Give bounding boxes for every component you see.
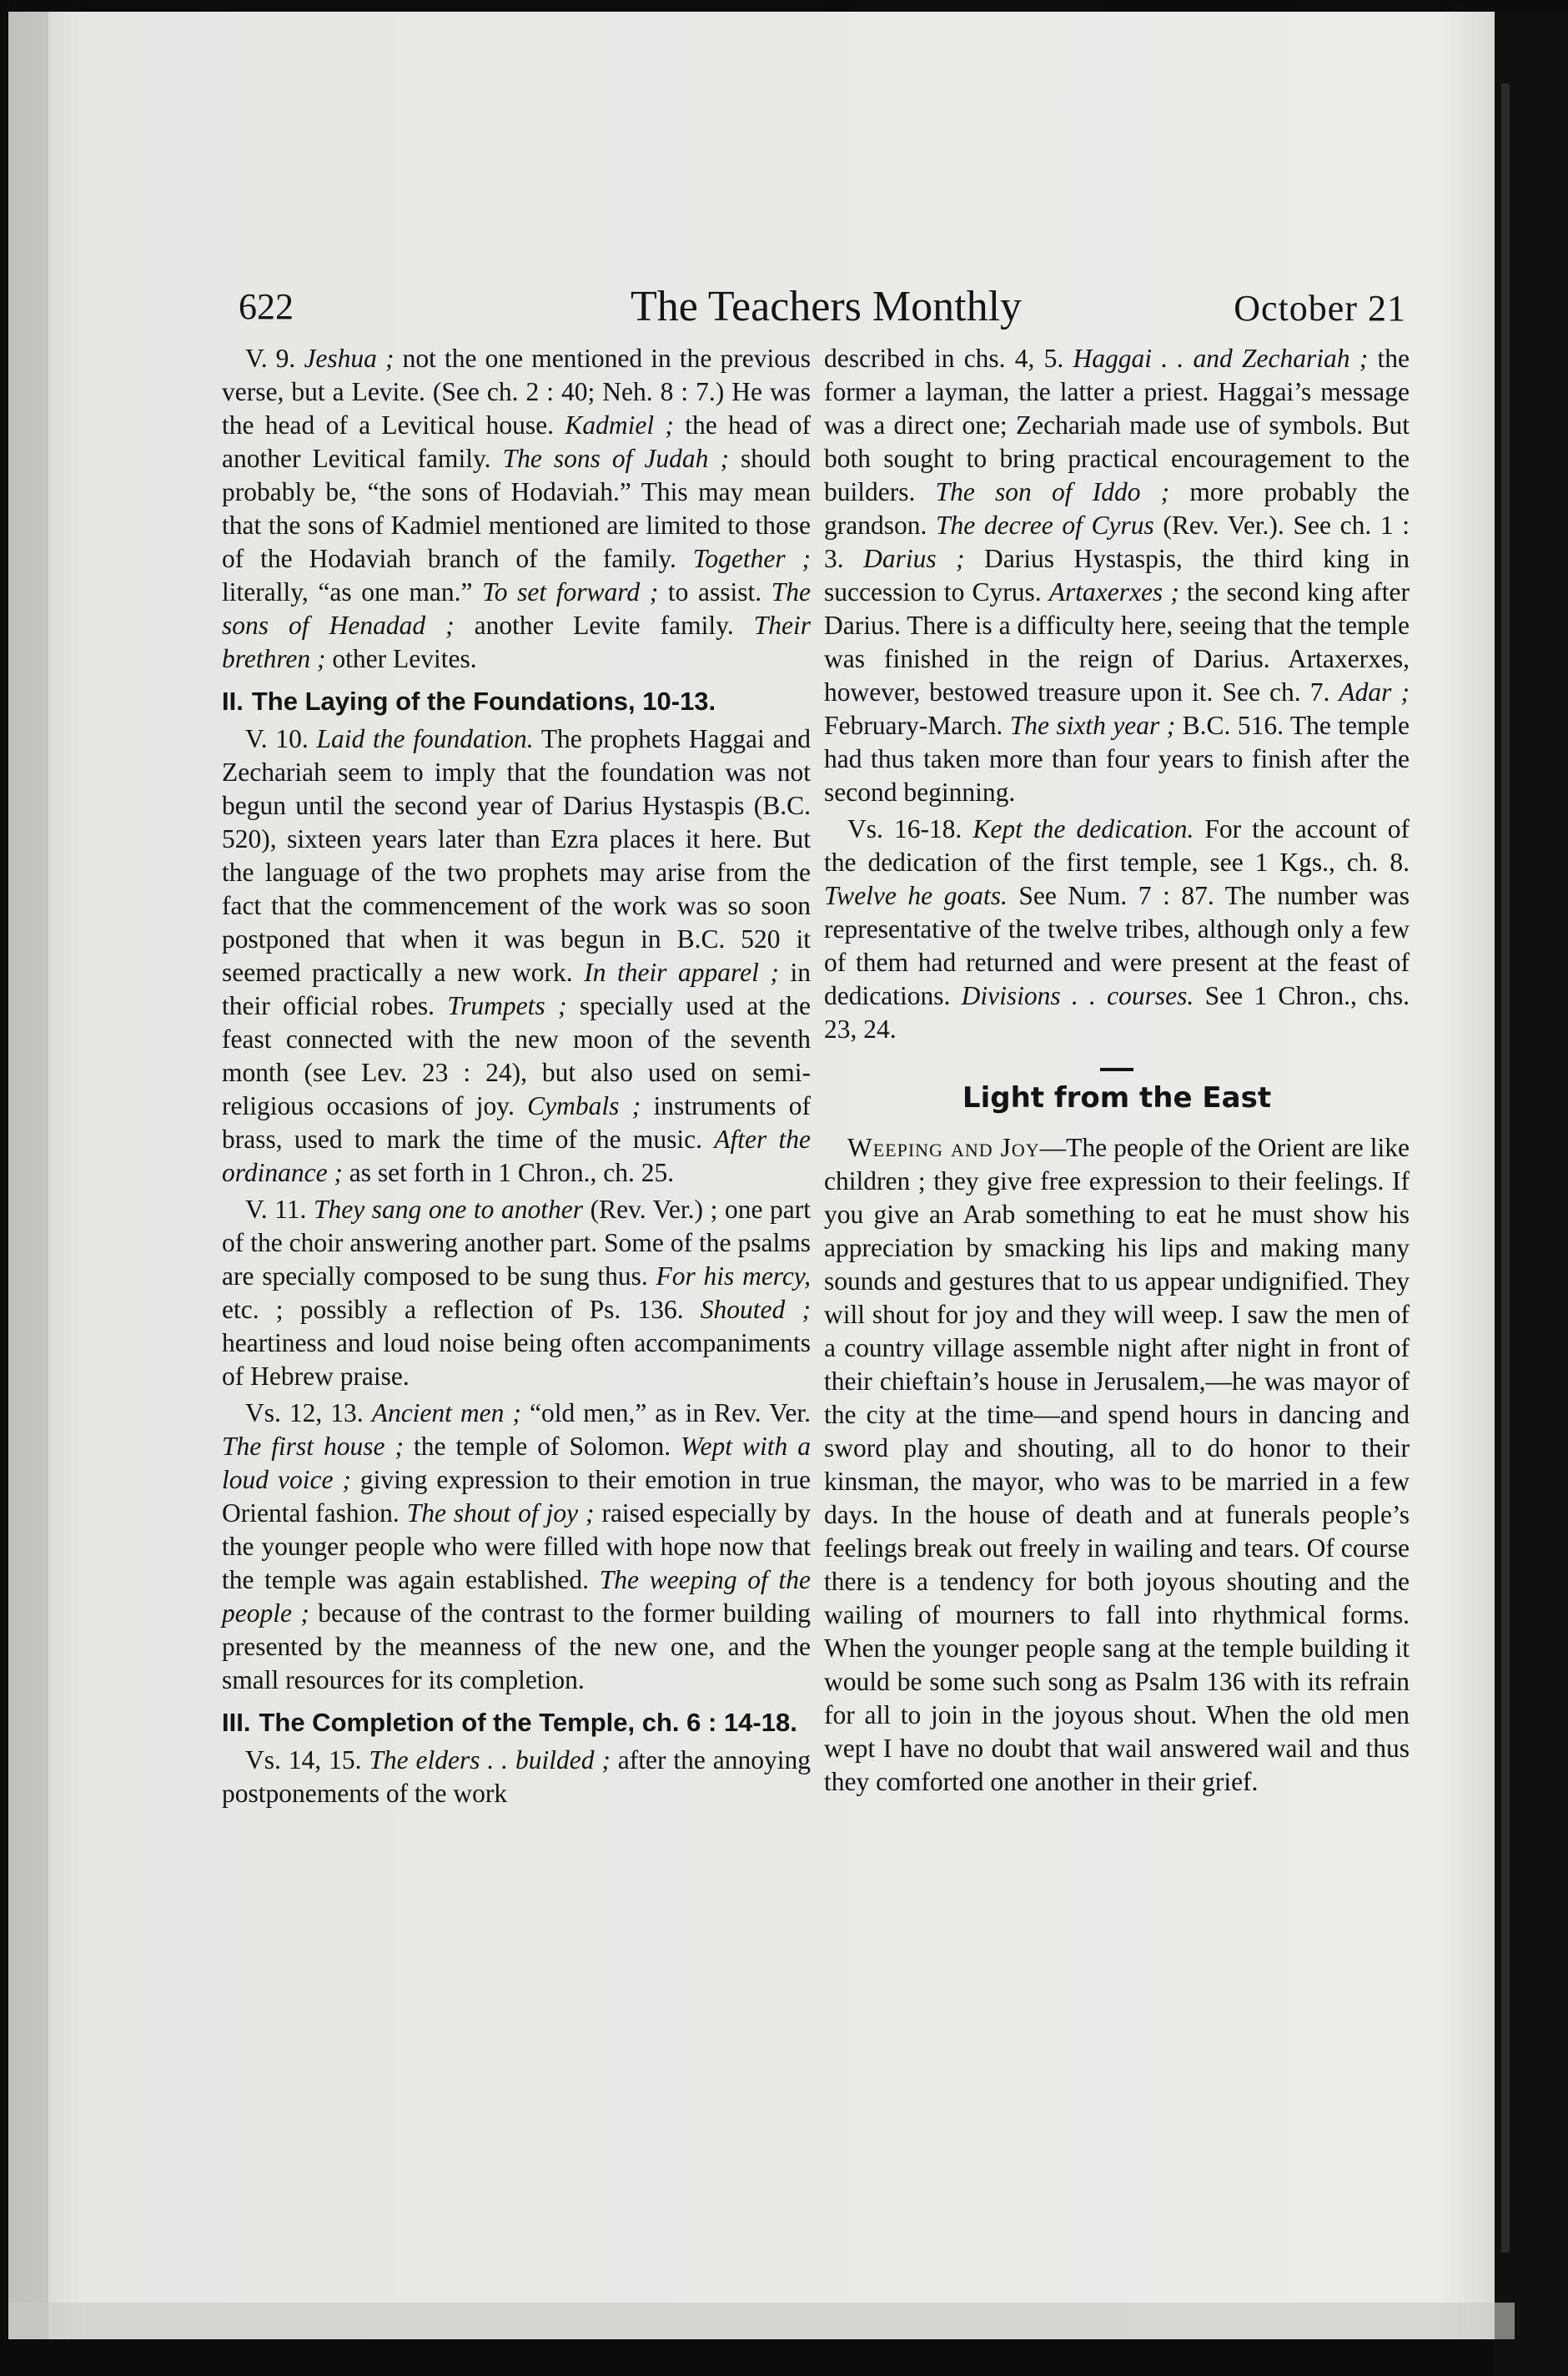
- term: For his mercy,: [656, 1261, 811, 1291]
- term: The sons of Henadad ;: [222, 577, 811, 640]
- section-heading-ii: [222, 686, 811, 717]
- term: The weeping of the people ;: [222, 1565, 811, 1628]
- section-heading-iii: [222, 1707, 811, 1739]
- note-text: after the annoying postponements of the work: [222, 1745, 811, 1808]
- section-number: II.: [222, 687, 244, 716]
- verses-14-15-note: [222, 1744, 811, 1810]
- term: Shouted ;: [700, 1295, 811, 1324]
- section-divider-rule: [1100, 1068, 1133, 1071]
- term: Haggai . . and Zechariah ;: [1073, 344, 1369, 373]
- term: The sixth year ;: [1009, 711, 1176, 740]
- verse-ref: V. 11.: [245, 1195, 314, 1224]
- verse-ref: Vs. 14, 15.: [245, 1745, 369, 1774]
- feature-body: —The people of the Orient are like children ; they give free expression to their feelings. If you give an Arab something to eat he must show his appreciation by smacking his lips and making many sounds and gestures that to us appear undignified. They will shout for joy and they will weep. I saw the men of a country village assemble night after night in front of their chieftain’s house in Jerusalem,—he was mayor of the city at the time—and spend hours in dancing and sword play and shouting, all to do honor to their kinsman, the mayor, who was to be married in a few days. In the house of death and at funerals people’s feelings break out freely in wailing and tears. Of course there is a tendency for both joyous shouting and the wailing of mourners to fall into rhythmical forms. When the younger people sang at the temple building it would be some such song as Psalm 136 with its refrain for all to join in the joyous shout. When the old men wept I have no doubt that wail answered wail and thus they comforted one another in their grief.: [824, 1133, 1410, 1796]
- note-text: See 1 Chron., chs. 23, 24.: [824, 981, 1410, 1044]
- verses-12-13-note: [222, 1397, 811, 1697]
- left-column: [222, 342, 811, 1814]
- note-text: should probably be, “the sons of Hodaviah.” This may mean that the sons of Kadmiel mentioned are limited to those of the Hodaviah branch of the family.: [222, 444, 811, 573]
- note-text: etc. ; possibly a reflection of Ps. 136.: [222, 1295, 701, 1324]
- note-text: more probably the grandson.: [824, 477, 1410, 540]
- term: The elders . . builded ;: [369, 1745, 611, 1774]
- note-text: Darius Hystaspis, the third king in succession to Cyrus.: [824, 544, 1410, 607]
- verse-11-note: [222, 1193, 811, 1393]
- note-text: heartiness and loud noise being often accompaniments of Hebrew praise.: [222, 1328, 811, 1391]
- term: Jeshua ;: [304, 344, 395, 373]
- term: The sons of Judah ;: [502, 444, 729, 473]
- term: Divisions . . courses.: [961, 981, 1194, 1010]
- verse-10-note: [222, 722, 811, 1190]
- section-number: III.: [222, 1708, 251, 1737]
- note-text: The prophets Haggai and Zechariah seem to imply that the foundation was not begun until the second year of Darius Hystaspis (B.C. 520), sixteen years later than Ezra places it here. But the language of the two prophets may arise from the fact that the commencement of the work was so soon postponed that when it was begun in B.C. 520 it seemed practically a new work.: [222, 724, 811, 987]
- term: Together ;: [692, 544, 811, 573]
- section-title: The Laying of the Foundations, 10-13.: [251, 687, 716, 716]
- term: They sang one to another: [313, 1195, 584, 1224]
- verses-16-18-note: [824, 813, 1410, 1046]
- note-text: raised especially by the younger people who were filled with hope now that the temple was again established.: [222, 1498, 811, 1594]
- term: Adar ;: [1339, 677, 1410, 707]
- term: Twelve he goats.: [824, 881, 1008, 910]
- note-text: B.C. 516. The temple had thus taken more than four years to finish after the second beginning.: [824, 711, 1410, 807]
- term: Laid the foundation.: [316, 724, 534, 753]
- note-text: (Rev. Ver.) ; one part of the choir answering another part. Some of the psalms are specially composed to be sung thus.: [222, 1195, 811, 1291]
- verse-9-note: [222, 342, 811, 676]
- verses-14-15-note-continued: [824, 342, 1410, 809]
- page: [25, 25, 1500, 2328]
- term: Kept the dedication.: [972, 814, 1194, 843]
- verse-ref: Vs. 12, 13.: [245, 1398, 372, 1427]
- note-text: (Rev. Ver.). See ch. 1 : 3.: [824, 511, 1410, 573]
- journal-title: The Teachers Monthly: [631, 283, 1023, 330]
- feature-paragraph: [824, 1131, 1410, 1799]
- note-text: not the one mentioned in the previous verse, but a Levite. (See ch. 2 : 40; Neh. 8 : 7.) He was the head of a Levitical house.: [222, 344, 811, 440]
- section-title: The Completion of the Temple, ch. 6 : 14-18.: [259, 1708, 797, 1737]
- note-text: the temple of Solomon.: [404, 1432, 681, 1461]
- issue-date: October 21: [1234, 288, 1406, 329]
- term: Artaxerxes ;: [1048, 577, 1179, 607]
- note-text: another Levite family.: [454, 611, 754, 640]
- feature-lead-in: Weeping and Joy: [847, 1133, 1040, 1162]
- term: The son of Iddo ;: [935, 477, 1170, 506]
- note-text: For the account of the dedication of the first temple, see 1 Kgs., ch. 8.: [824, 814, 1410, 877]
- note-text: the head of another Levitical family.: [222, 410, 812, 473]
- note-text: to assist.: [658, 577, 771, 607]
- note-text: See Num. 7 : 87. The number was representative of the twelve tribes, although only a few of them had returned and were present at the feast of dedications.: [824, 881, 1410, 1010]
- note-text: in their official robes.: [222, 958, 811, 1020]
- term: Trumpets ;: [447, 991, 567, 1020]
- term: The first house ;: [222, 1432, 405, 1461]
- note-text: the second king after Darius. There is a difficulty here, seeing that the temple was finished in the reign of Darius. Artaxerxes, however, bestowed treasure upon it. See ch. 7.: [824, 577, 1410, 707]
- note-text: literally, “as one man.”: [222, 577, 483, 607]
- note-text: the former a layman, the latter a priest. Haggai’s message was a direct one; Zechariah made use of symbols. But both sought to bring practical encouragement to the builders.: [824, 344, 1410, 506]
- term: The shout of joy ;: [406, 1498, 595, 1528]
- term: The decree of Cyrus: [936, 511, 1154, 540]
- note-text: giving expression to their emotion in true Oriental fashion.: [222, 1465, 811, 1528]
- term: Kadmiel ;: [565, 410, 674, 440]
- note-text: specially used at the feast connected with the new moon of the seventh month (see Lev. 23 : 24), but also used on semi-religious occasions of joy.: [222, 991, 811, 1120]
- term: To set forward ;: [482, 577, 659, 607]
- note-text: February-March.: [824, 711, 1010, 740]
- note-text: instruments of brass, used to mark the time of the music.: [222, 1091, 811, 1154]
- right-column: [824, 342, 1410, 1802]
- feature-title: Light from the East: [962, 1081, 1272, 1115]
- note-text: because of the contrast to the former building presented by the meanness of the new one, and the small resources for its completion.: [222, 1598, 811, 1694]
- note-text: “old men,” as in Rev. Ver.: [520, 1398, 811, 1427]
- note-text: described in chs. 4, 5.: [824, 344, 1073, 373]
- term: After the ordinance ;: [222, 1125, 811, 1187]
- term: Ancient men ;: [371, 1398, 521, 1427]
- verse-ref: V. 10.: [245, 724, 317, 753]
- term: Cymbals ;: [527, 1091, 641, 1120]
- term: Wept with a loud voice ;: [222, 1432, 811, 1494]
- term: Their brethren ;: [222, 611, 811, 673]
- running-header: [239, 275, 1406, 342]
- verse-ref: Vs. 16-18.: [847, 814, 973, 843]
- term: Darius ;: [863, 544, 965, 573]
- verse-ref: V. 9.: [245, 344, 304, 373]
- term: In their apparel ;: [584, 958, 779, 987]
- note-text: as set forth in 1 Chron., ch. 25.: [342, 1158, 675, 1187]
- note-text: other Levites.: [325, 644, 477, 673]
- page-number: 622: [239, 286, 294, 327]
